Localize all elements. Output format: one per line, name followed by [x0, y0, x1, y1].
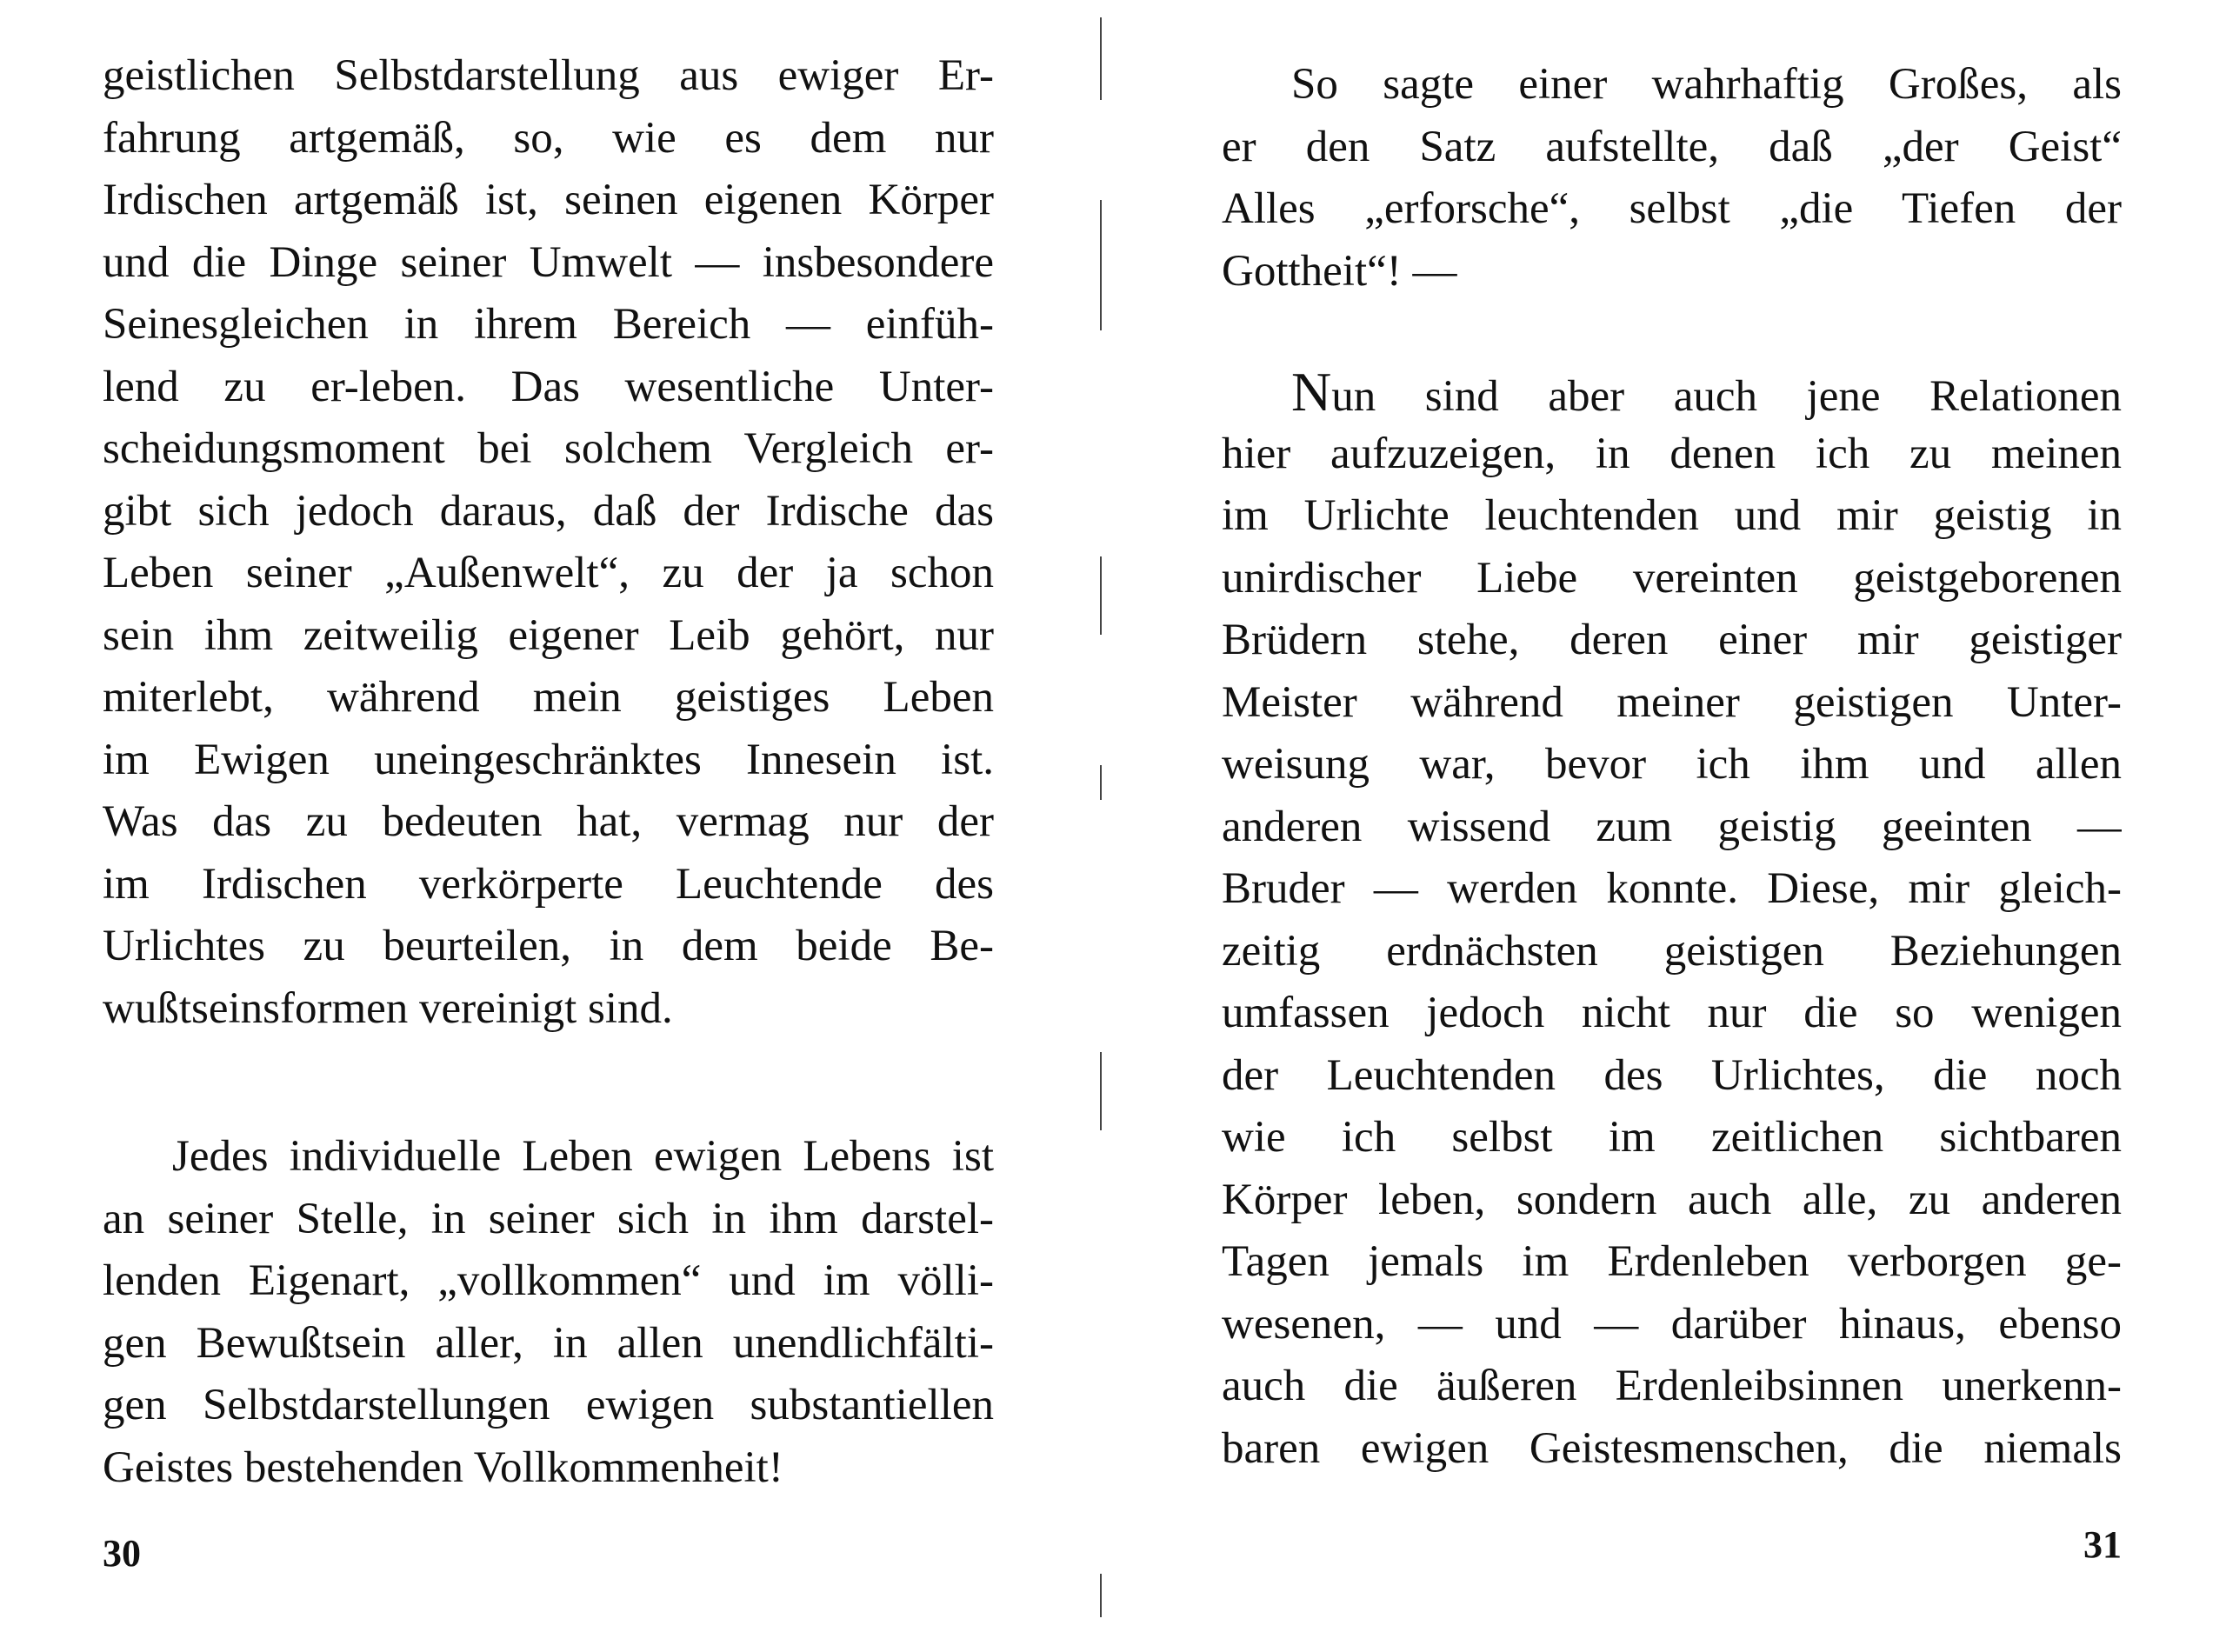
left-paragraph-1: [103, 45, 994, 1040]
text-line: an seiner Stelle, in seiner sich in ihm darstel-: [103, 1194, 994, 1243]
left-paragraph-2: [103, 1126, 994, 1499]
page-number-left: 30: [103, 1532, 141, 1575]
text-line: unirdischer Liebe vereinten geistgeborenen: [1222, 553, 2122, 603]
text-line: Seinesgleichen in ihrem Bereich — einfüh-: [103, 300, 994, 349]
left-page: [103, 0, 994, 1652]
text-line-rest: un sind aber auch jene Relationen: [1331, 372, 2122, 421]
text-line: auch die äußeren Erdenleibsinnen unerkenn-: [1222, 1362, 2122, 1410]
text-line: wesenen, — und — darüber hinaus, ebenso: [1222, 1299, 2122, 1349]
text-line: im Ewigen uneingeschränktes Innesein ist.: [103, 735, 994, 784]
text-line: fahrung artgemäß, so, wie es dem nur: [103, 113, 994, 163]
text-line: miterlebt, während mein geistiges Leben: [103, 673, 994, 722]
text-line: Alles „erforsche“, selbst „die Tiefen der: [1222, 184, 2122, 233]
text-line: weisung war, bevor ich ihm und allen: [1222, 740, 2122, 789]
book-gutter: [1100, 0, 1103, 1652]
text-line-with-dropcap: [1222, 361, 2122, 423]
text-line: lend zu er-leben. Das wesentliche Unter-: [103, 362, 994, 411]
text-line: anderen wissend zum geistig geeinten —: [1222, 802, 2122, 851]
right-paragraph-2: [1222, 361, 2122, 1480]
text-line: und die Dinge seiner Umwelt — insbesondere: [103, 237, 994, 287]
text-line: der Leuchtenden des Urlichtes, die noch: [1222, 1050, 2122, 1100]
text-line: im Urlichte leuchtenden und mir geistig in: [1222, 491, 2122, 540]
text-line: wie ich selbst im zeitlichen sichtbaren: [1222, 1113, 2122, 1162]
text-line: Brüdern stehe, deren einer mir geistiger: [1222, 616, 2122, 664]
text-line: gen Selbstdarstellungen ewigen substantiellen: [103, 1381, 994, 1429]
text-line: geistlichen Selbstdarstellung aus ewiger Er-: [103, 51, 994, 100]
text-line: Urlichtes zu beurteilen, in dem beide Be-: [103, 922, 994, 970]
page-number-right: 31: [2083, 1523, 2122, 1566]
text-line: baren ewigen Geistesmenschen, die niemals: [1222, 1423, 2122, 1473]
drop-cap: N: [1291, 361, 1332, 423]
text-line: umfassen jedoch nicht nur die so wenigen: [1222, 989, 2122, 1037]
text-line: Geistes bestehenden Vollkommenheit!: [103, 1442, 783, 1492]
text-line: Tagen jemals im Erdenleben verborgen ge-: [1222, 1237, 2122, 1286]
text-line: scheidungsmoment bei solchem Vergleich er-: [103, 424, 994, 473]
text-line: Meister während meiner geistigen Unter-: [1222, 677, 2122, 727]
text-line: Jedes individuelle Leben ewigen Lebens ist: [172, 1132, 994, 1181]
text-line: Irdischen artgemäß ist, seinen eigenen Körper: [103, 176, 994, 224]
text-line: sein ihm zeitweilig eigener Leib gehört, nur: [103, 610, 994, 660]
right-paragraph-1: [1222, 54, 2122, 303]
text-line: hier aufzuzeigen, in denen ich zu meinen: [1222, 429, 2122, 478]
text-line: gen Bewußtsein aller, in allen unendlichfälti-: [103, 1318, 994, 1368]
right-page: [1222, 0, 2122, 1652]
text-line: gibt sich jedoch daraus, daß der Irdische das: [103, 486, 994, 536]
text-line: Körper leben, sondern auch alle, zu anderen: [1222, 1175, 2122, 1224]
text-line: Gottheit“! —: [1222, 246, 1457, 296]
text-line: Leben seiner „Außenwelt“, zu der ja schon: [103, 549, 994, 597]
text-line: So sagte einer wahrhaftig Großes, als: [1291, 60, 2122, 109]
text-line: im Irdischen verkörperte Leuchtende des: [103, 859, 994, 909]
text-line: Was das zu bedeuten hat, vermag nur der: [103, 797, 994, 846]
text-line: er den Satz aufstellte, daß „der Geist“: [1222, 122, 2122, 171]
text-line: Bruder — werden konnte. Diese, mir gleich-: [1222, 864, 2122, 913]
text-line: wußtseinsformen vereinigt sind.: [103, 983, 673, 1033]
text-line: lenden Eigenart, „vollkommen“ und im völli-: [103, 1256, 994, 1305]
text-line: zeitig erdnächsten geistigen Beziehungen: [1222, 926, 2122, 976]
